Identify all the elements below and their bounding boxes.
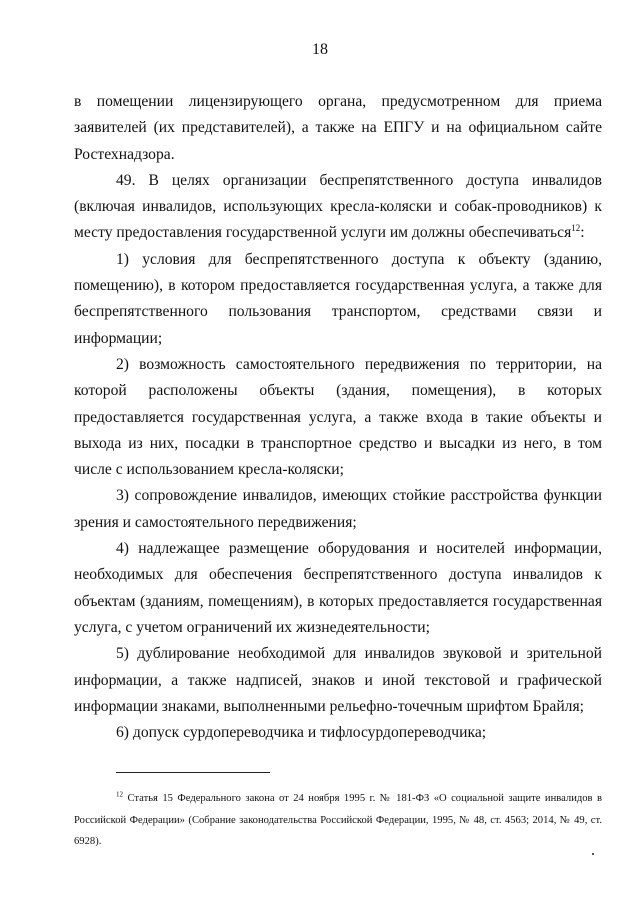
page-number: 18: [312, 41, 328, 58]
footnote-marker: 12: [116, 790, 123, 799]
list-item-3: 3) сопровождение инвалидов, имеющих стойкие расстройства функции зрения и самостоятельного передвижения;: [74, 487, 602, 531]
list-item-1: 1) условия для беспрепятственного доступа к объекту (зданию, помещению), в котором предоставляется государственная услуга, а также для беспрепятственного пользования транспортом, средствами связи и информации;: [74, 250, 602, 347]
footnote-text: Статья 15 Федерального закона от 24 ноября 1995 г. № 181-ФЗ «О социальной защите инвалидов в Российской Федерации» (Собрание законодательства Российской Федерации, 1995, № 48, ст. 4563; 2014, № 49, ст. 6928).: [74, 793, 602, 847]
list-item-2: 2) возможность самостоятельного передвижения по территории, на которой расположены объекты (здания, помещения), в которых предоставляется государственная услуга, а также входа в такие объекты и выхода из них, посадки в транспортное средство и высадки из него, в том числе с использованием кресла-коляски;: [74, 355, 602, 479]
list-item-6: 6) допуск сурдопереводчика и тифлосурдопереводчика;: [116, 724, 487, 742]
footnote-reference[interactable]: 12: [571, 223, 581, 234]
document-body: [74, 89, 602, 746]
paragraph-item-49: [74, 168, 602, 247]
scan-speck: [592, 853, 594, 855]
footnote: [74, 788, 602, 853]
list-item-5: 5) дублирование необходимой для инвалидов звуковой и зрительной информации, а также надписей, знаков и иной текстовой и графической информации знаками, выполненными рельефно-точечным шрифтом Брайля;: [74, 645, 602, 715]
list-item-4: 4) надлежащее размещение оборудования и носителей информации, необходимых для обеспечения беспрепятственного доступа инвалидов к объектам (зданиям, помещениям), в которых предоставляется государственная услуга, с учетом ограничений их жизнедеятельности;: [74, 540, 602, 636]
paragraph-text: 49. В целях организации беспрепятственного доступа инвалидов (включая инвалидов, использующих кресла-коляски и собак-проводников) к месту предоставления государственной услуги им должны обеспечиваться: [74, 171, 602, 242]
paragraph-continuation: в помещении лицензирующего органа, предусмотренном для приема заявителей (их представителей), а также на ЕПГУ и на официальном сайте Ростехнадзора.: [74, 93, 602, 163]
footnote-divider: [116, 772, 270, 773]
paragraph-tail: :: [580, 224, 585, 242]
